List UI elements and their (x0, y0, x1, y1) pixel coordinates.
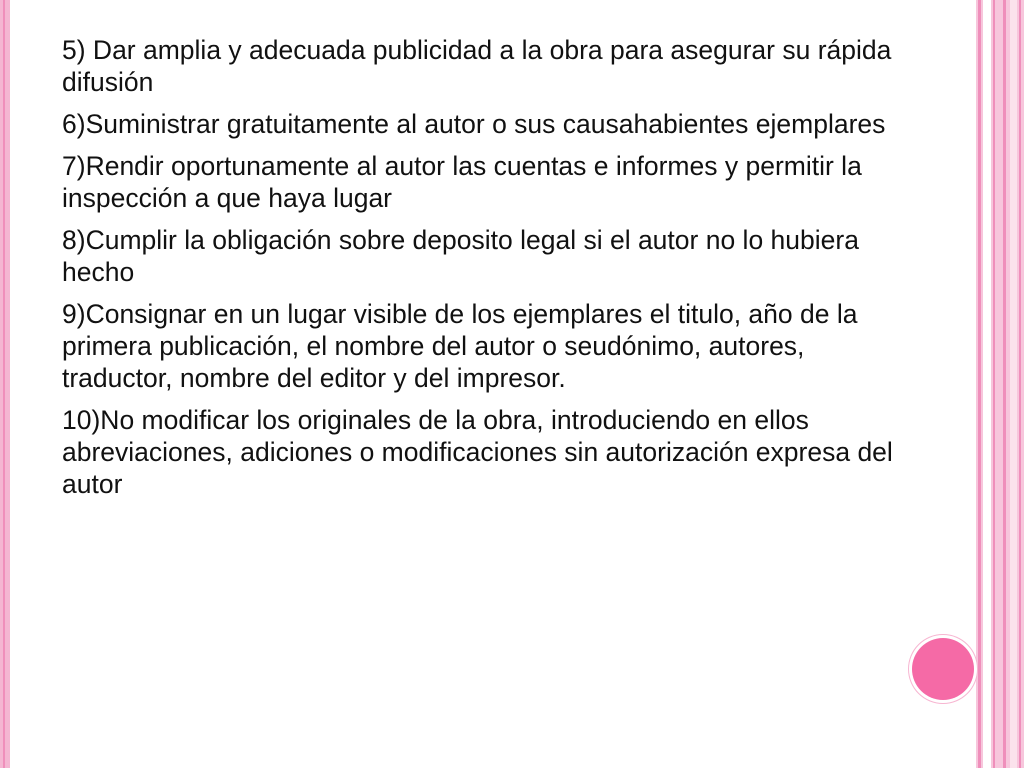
right-stripe-5 (1010, 0, 1017, 768)
slide-body (62, 34, 902, 510)
list-item-9: 9)Consignar en un lugar visible de los ejemplares el titulo, año de la primera publicación, el nombre del autor o seudónimo, autores, traductor, nombre del editor y del impresor. (62, 299, 858, 393)
right-stripe-6 (1019, 0, 1021, 768)
right-stripe-2 (983, 0, 991, 768)
left-border-decoration (0, 0, 10, 768)
list-item-6: 6)Suministrar gratuitamente al autor o sus causahabientes ejemplares (62, 109, 886, 139)
list-item-7: 7)Rendir oportunamente al autor las cuentas e informes y permitir la inspección a que haya lugar (62, 151, 862, 213)
left-border-line (3, 0, 5, 768)
pink-circle-decoration (912, 638, 974, 700)
list-item-10: 10)No modificar los originales de la obra, introduciendo en ellos abreviaciones, adiciones o modificaciones sin autorización expresa del autor (62, 405, 893, 499)
right-stripe-1 (978, 0, 981, 768)
right-stripe-3 (993, 0, 995, 768)
list-item-5: 5) Dar amplia y adecuada publicidad a la obra para asegurar su rápida difusión (62, 35, 892, 97)
right-stripe-4 (1003, 0, 1006, 768)
list-item-8: 8)Cumplir la obligación sobre deposito legal si el autor no lo hubiera hecho (62, 225, 859, 287)
